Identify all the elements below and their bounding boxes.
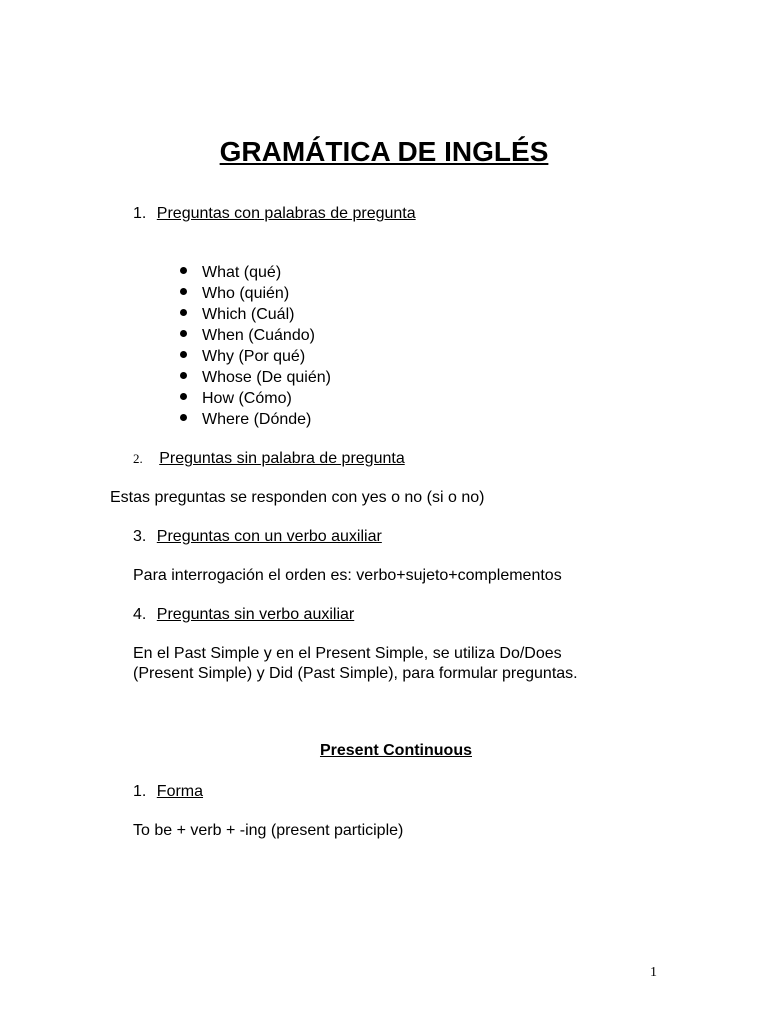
bullet-icon xyxy=(180,393,187,400)
question-words-list xyxy=(180,262,331,430)
list-item-text: How (Cómo) xyxy=(202,390,292,407)
list-item-text: Which (Cuál) xyxy=(202,306,295,323)
form-text: To be + verb + -ing (present participle) xyxy=(133,822,404,839)
bullet-icon xyxy=(180,372,187,379)
list-item-text: Where (Dónde) xyxy=(202,411,312,428)
forma-title: Forma xyxy=(156,783,204,800)
section-4-number: 4. xyxy=(133,606,147,623)
list-item xyxy=(180,304,331,325)
section-3-title: Preguntas con un verbo auxiliar xyxy=(156,528,382,545)
section-3-text: Para interrogación el orden es: verbo+sujeto+complementos xyxy=(133,567,562,584)
bullet-icon xyxy=(180,309,187,316)
section-3-number: 3. xyxy=(133,528,147,545)
page-title: GRAMÁTICA DE INGLÉS xyxy=(219,136,549,167)
list-item-text: Why (Por qué) xyxy=(202,348,306,365)
section-1-heading xyxy=(133,205,416,223)
section-4-heading xyxy=(133,606,354,624)
bullet-icon xyxy=(180,288,187,295)
section-2-heading xyxy=(133,450,405,468)
section-4-title: Preguntas sin verbo auxiliar xyxy=(156,606,355,623)
section-1-title: Preguntas con palabras de pregunta xyxy=(156,205,416,222)
bullet-icon xyxy=(180,330,187,337)
section-3-heading xyxy=(133,528,382,546)
section-4-text-line1: En el Past Simple y en el Present Simple, se utiliza Do/Does xyxy=(133,645,562,662)
bullet-icon xyxy=(180,414,187,421)
list-item-text: What (qué) xyxy=(202,264,282,281)
section-1-number: 1. xyxy=(133,205,147,222)
section-4-text-line2: (Present Simple) y Did (Past Simple), para formular preguntas. xyxy=(133,665,578,682)
section-2-text: Estas preguntas se responden con yes o no (si o no) xyxy=(110,489,485,506)
list-item xyxy=(180,409,331,430)
list-item xyxy=(180,262,331,283)
section-2-title: Preguntas sin palabra de pregunta xyxy=(159,450,405,467)
present-continuous-heading: Present Continuous xyxy=(319,742,472,759)
bullet-icon xyxy=(180,351,187,358)
list-item xyxy=(180,283,331,304)
bullet-icon xyxy=(180,267,187,274)
forma-number: 1. xyxy=(133,783,147,800)
page-number: 1 xyxy=(650,965,657,980)
list-item xyxy=(180,346,331,367)
list-item xyxy=(180,388,331,409)
section-2-number: 2. xyxy=(133,451,143,466)
list-item-text: Who (quién) xyxy=(202,285,290,302)
forma-heading xyxy=(133,783,203,801)
list-item xyxy=(180,325,331,346)
list-item-text: Whose (De quién) xyxy=(202,369,331,386)
list-item-text: When (Cuándo) xyxy=(202,327,315,344)
list-item xyxy=(180,367,331,388)
